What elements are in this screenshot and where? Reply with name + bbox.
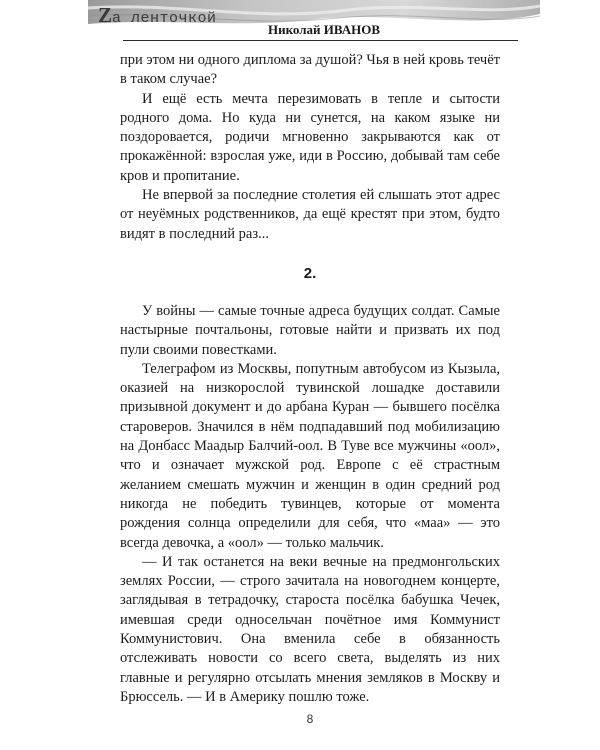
paragraph: — И так останется на веки вечные на предмонгольских землях России, — строго зачитала на новогоднем концерте, заглядывая в тетрадочку, староста посёлка бабушка Чечек, имевшая среди односельчан почётное имя Коммунист Коммунистович. Она вменила себе в обязанность отслеживать новости со всего света, выделять из них главные и регулярно отсылать мнения земляков в Москву и Брюссель. — И в Америку пошлю тоже. — [120, 553, 500, 705]
paragraph: при этом ни одного диплома за душой? Чья в ней кровь течёт в таком случае? — [120, 52, 500, 88]
text-section-1 — [120, 51, 500, 244]
series-title — [98, 3, 217, 28]
text-section-2 — [120, 302, 500, 707]
paragraph: Телеграфом из Москвы, попутным автобусом из Кызыла, оказией на низкорослой тувинской лошадке доставили призывной документ и до арбана Куран — бывшего посёлка староверов. Значился в нём подпадавший под мобилизацию на Донбасс Маадыр Балчий-оол. В Туве все мужчины «оол», что и означает мужской род. Европе с её страстным желанием смешать мужчин и женщин в один средний род никогда не победить тувинцев, которые от момента рождения солнца определили для себя, что «маа» — это всегда девочка, а «оол» — только мальчик. — [120, 360, 500, 551]
header-rule — [123, 40, 518, 41]
paragraph: И ещё есть мечта перезимовать в тепле и сытости родного дома. Но куда ни сунется, на каком языке ни поздоровается, родичи мгновенно закрываются как от прокажённой: взрослая уже, иди в Россию, добывай там себе кров и пропитание. — [120, 90, 500, 184]
author-name: Николай ИВАНОВ — [268, 22, 381, 37]
paragraph: Не впервой за последние столетия ей слышать этот адрес от неуёмных родственников, да ещё крестят при этом, будто видят в последний раз... — [120, 187, 500, 242]
chapter-number: 2. — [303, 265, 317, 282]
series-title-initial: Z — [98, 3, 113, 27]
page-number: 8 — [306, 712, 314, 726]
paragraph: У войны — самые точные адреса будущих солдат. Самые настырные почтальоны, готовые найти и призвать их под пули своими повестками. — [120, 303, 500, 358]
series-title-rest: а ленточкой — [112, 10, 217, 27]
